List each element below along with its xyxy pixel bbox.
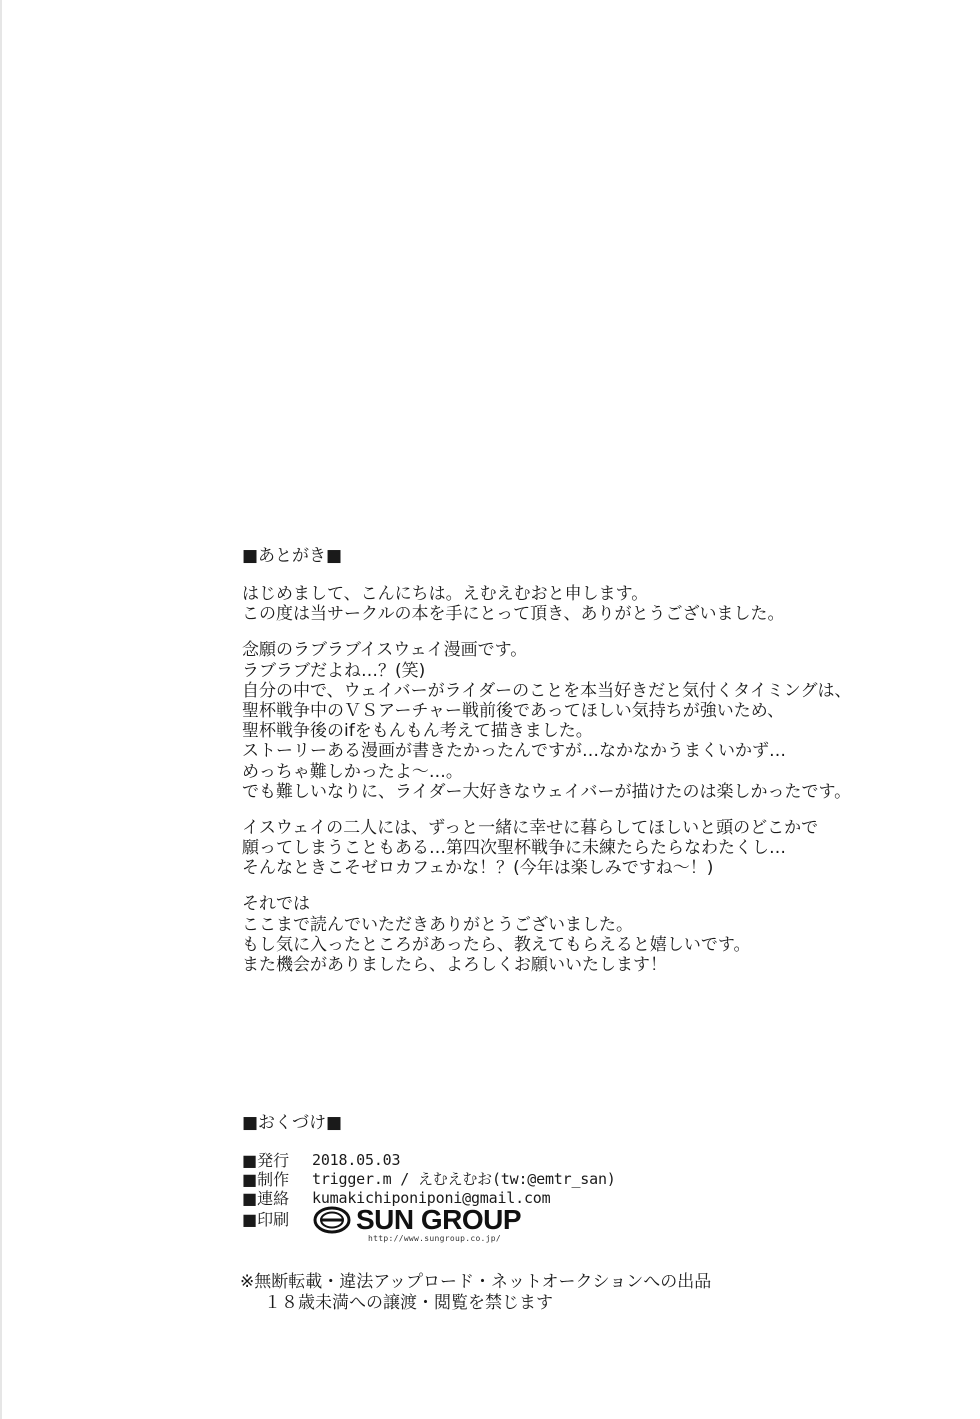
afterword-heading: ■あとがき■ <box>242 546 343 566</box>
afterword-line: 聖杯戦争後のifをもんもん考えて描きました。 <box>242 721 593 742</box>
afterword-line: それでは <box>242 894 310 915</box>
afterword-paragraph-4 <box>242 894 942 975</box>
colophon-label: ■印刷 <box>242 1210 290 1229</box>
afterword-paragraph-2 <box>242 640 942 802</box>
afterword-line: ラブラブだよね…？(笑) <box>242 660 426 681</box>
colophon-rows <box>242 1150 842 1247</box>
afterword-line: めっちゃ難しかったよ〜…。 <box>242 761 463 782</box>
colophon-heading: ■おくづけ■ <box>242 1113 343 1133</box>
colophon-value: 2018.05.03 <box>312 1150 401 1169</box>
colophon-row-date <box>242 1150 842 1169</box>
colophon-label: ■制作 <box>242 1170 290 1189</box>
afterword-line: もし気に入ったところがあったら、教えてもらえると嬉しいです。 <box>242 934 751 955</box>
colophon-section <box>242 1112 842 1247</box>
colophon-row-printer <box>242 1204 842 1247</box>
notice-line: １８歳未満への譲渡・閲覧を禁じます <box>264 1293 553 1313</box>
afterword-section <box>242 544 942 975</box>
printer-logo-main <box>312 1205 521 1235</box>
afterword-line: でも難しいなりに、ライダー大好きなウェイバーが描けたのは楽しかったです。 <box>242 781 852 802</box>
printer-logo-name: SUN GROUP <box>356 1204 522 1235</box>
afterword-paragraph-1 <box>242 584 942 624</box>
afterword-line: 聖杯戦争中のＶＳアーチャー戦前後であってほしい気持ちが強いため、 <box>242 700 785 721</box>
printer-logo-icon <box>312 1206 352 1234</box>
colophon-label: ■連絡 <box>242 1189 290 1208</box>
afterword-line: ストーリーある漫画が書きたかったんですが…なかなかうまくいかず… <box>242 741 786 762</box>
colophon-value: trigger.m / えむえむお(tw:@emtr_san) <box>312 1170 616 1188</box>
afterword-line: この度は当サークルの本を手にとって頂き、ありがとうございました。 <box>242 604 785 625</box>
afterword-line: 自分の中で、ウェイバーがライダーのことを本当好きだと気付くタイミングは、 <box>242 680 852 701</box>
afterword-line: 念願のラブラブイスウェイ漫画です。 <box>242 640 528 661</box>
notice-line: ※無断転載・違法アップロード・ネットオークションへの出品 <box>240 1272 712 1292</box>
printer-logo-url: http://www.sungroup.co.jp/ <box>368 1234 502 1243</box>
page-edge <box>0 0 2 1419</box>
afterword-line: そんなときこそゼロカフェかな！？(今年は楽しみですね〜！) <box>242 858 714 879</box>
afterword-paragraph-3 <box>242 818 942 879</box>
colophon-row-author <box>242 1169 842 1188</box>
afterword-line: はじめまして、こんにちは。えむえむおと申します。 <box>242 584 649 604</box>
colophon-value: kumakichiponiponi@gmail.com <box>312 1188 551 1207</box>
afterword-line: 願ってしまうこともある…第四次聖杯戦争に未練たらたらなわたくし… <box>242 838 786 859</box>
printer-logo <box>312 1205 521 1243</box>
afterword-line: イスウェイの二人には、ずっと一緒に幸せに暮らしてほしいと頭のどこかで <box>242 817 819 838</box>
afterword-line: ここまで読んでいただきありがとうございました。 <box>242 914 633 935</box>
afterword-line: また機会がありましたら、よろしくお願いいたします！ <box>242 955 667 975</box>
colophon-label: ■発行 <box>242 1151 290 1170</box>
copyright-notice <box>240 1272 840 1314</box>
